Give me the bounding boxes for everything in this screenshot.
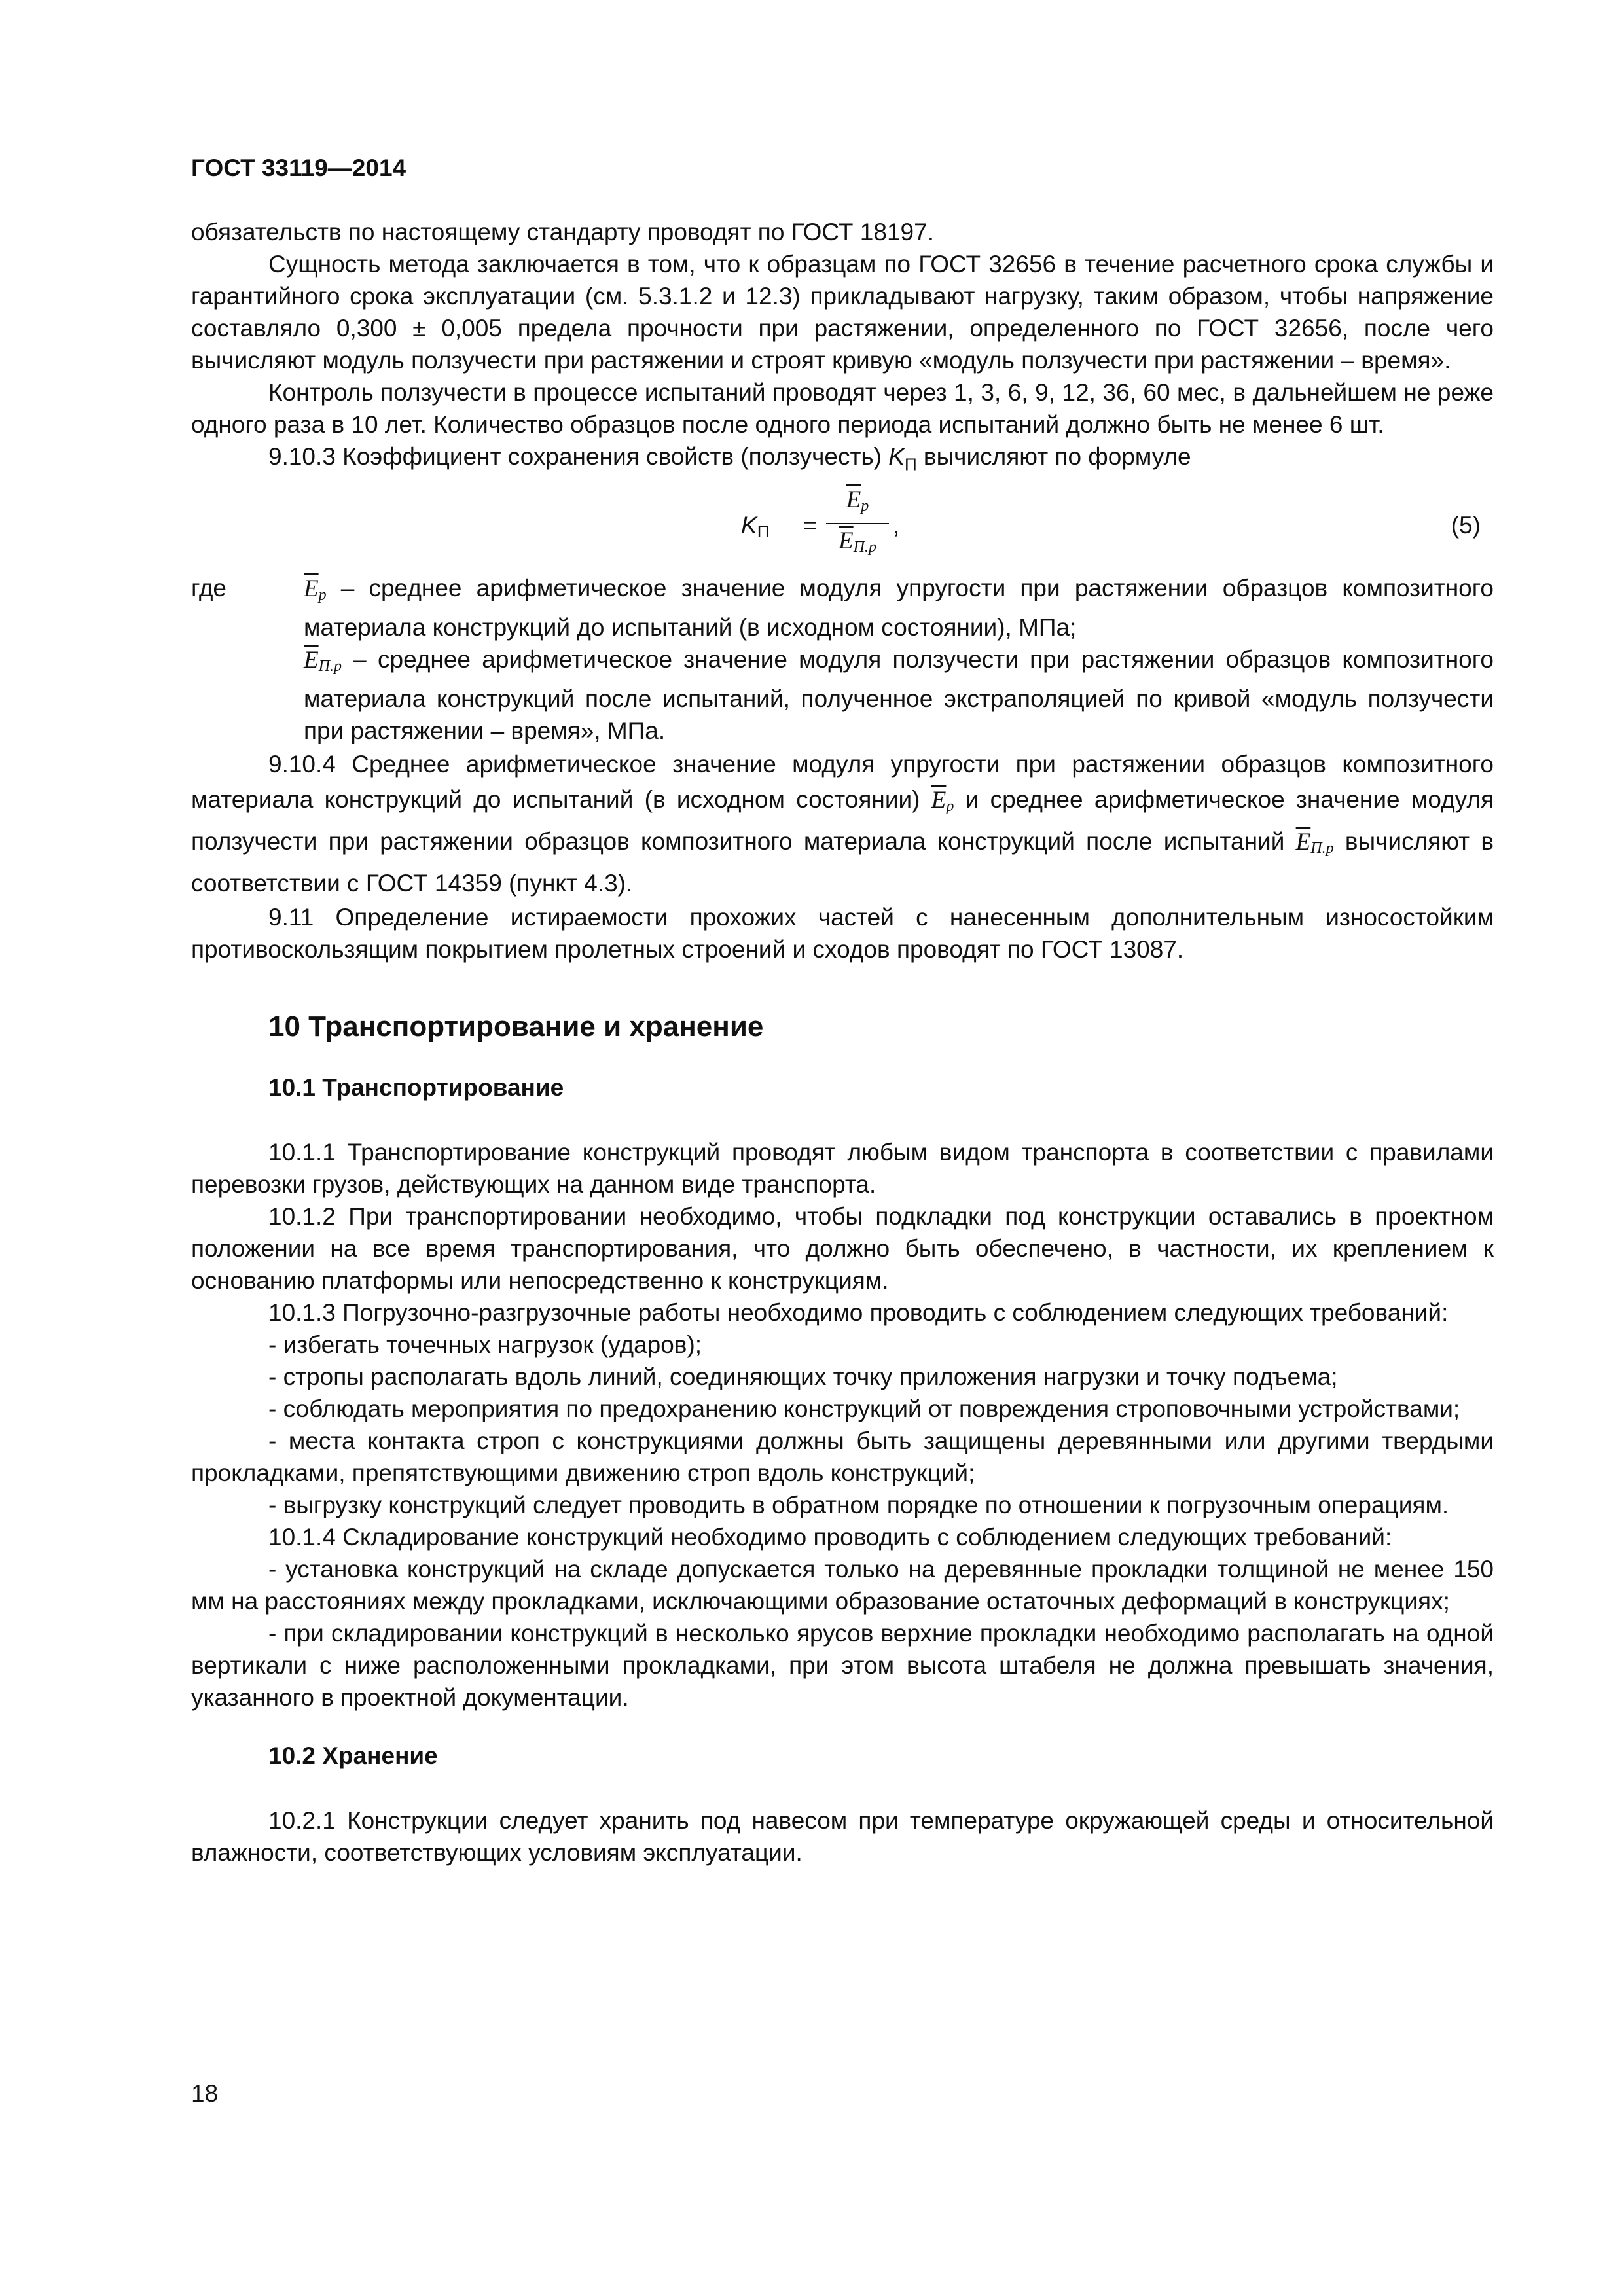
where-label: где (191, 575, 227, 602)
paragraph: 10.1.3 Погрузочно-разгрузочные работы необходимо проводить с соблюдением следующих требований: (268, 1299, 1449, 1327)
list-item: - места контакта строп с конструкциями должны быть защищены деревянными или другими твердыми прокладками, препятствующими движению строп вдоль конструкций; (191, 1427, 1494, 1487)
formula-equals: = (803, 512, 818, 539)
paragraph: 9.10.3 Коэффициент сохранения свойств (ползучесть) $K_П$ вычисляют по формуле (268, 443, 1191, 475)
paragraph: 10.2.1 Конструкции следует хранить под навесом при температуре окружающей среды и относительной влажности, соответствующих условиям эксплуатации. (191, 1807, 1494, 1867)
list-item: - при складировании конструкций в несколько ярусов верхние прокладки необходимо располагать на одной вертикали с ниже расположенными прокладками, при этом высота штабеля не должна превышать значения, указанного в проектной документации. (191, 1620, 1494, 1712)
section-heading: 10 Транспортирование и хранение (268, 1011, 764, 1043)
list-item: - избегать точечных нагрузок (ударов); (268, 1331, 702, 1359)
list-item: - стропы располагать вдоль линий, соединяющих точку приложения нагрузки и точку подъема; (268, 1363, 1338, 1391)
document-header: ГОСТ 33119—2014 (191, 154, 406, 181)
list-item: - установка конструкций на складе допускается только на деревянные прокладки толщиной не менее 150 мм на расстояниях между прокладками, исключающими образование остаточных деформаций в конструкциях; (191, 1556, 1494, 1615)
paragraph: Сущность метода заключается в том, что к образцам по ГОСТ 32656 в течение расчетного срока службы и гарантийного срока эксплуатации (см. 5.3.1.2 и 12.3) прикладывают нагрузку, таким образом, чтобы напряжение составляло 0,300 ± 0,005 предела прочности при растяжении, определенного по ГОСТ 32656, после чего вычисляют модуль ползучести при растяжении и строят кривую «модуль ползучести при растяжении – время». (191, 251, 1494, 374)
list-item: - выгрузку конструкций следует проводить в обратном порядке по отношении к погрузочным операциям. (268, 1492, 1449, 1519)
formula-number: (5) (1451, 512, 1481, 539)
where-block (191, 572, 1494, 747)
formula-numerator: $\overline{E}p$ (846, 486, 869, 515)
body-text (191, 216, 1494, 1869)
formula-5: $K_П$ = $\overline{E}p$ $\overline{E}П.р$ , (5) (191, 483, 1494, 568)
subsection-heading: 10.1 Транспортирование (268, 1074, 564, 1102)
formula-denominator: $\overline{E}П.р$ (839, 528, 876, 556)
paragraph: обязательств по настоящему стандарту проводят по ГОСТ 18197. (191, 219, 934, 245)
list-item: - соблюдать мероприятия по предохранению конструкций от повреждения строповочными устройствами; (268, 1395, 1460, 1423)
formula-fraction (826, 484, 889, 563)
where-item: $\overline{E}П.р$ – среднее арифметическое значение модуля ползучести при растяжении образцов композитного материала конструкций после испытаний, полученное экстраполяцией по кривой «модуль ползучести при растяжении – время», МПа. (304, 646, 1494, 745)
page-number: 18 (191, 2080, 219, 2107)
paragraph: 10.1.4 Складирование конструкций необходимо проводить с соблюдением следующих требований: (268, 1524, 1392, 1551)
formula-lhs: $K_П$ (741, 512, 770, 542)
paragraph: 10.1.1 Транспортирование конструкций проводят любым видом транспорта в соответствии с правилами перевозки грузов, действующих на данном виде транспорта. (191, 1139, 1494, 1198)
paragraph: Контроль ползучести в процессе испытаний проводят через 1, 3, 6, 9, 12, 36, 60 мес, в дальнейшем не реже одного раза в 10 лет. Количество образцов после одного периода испытаний должно быть не менее 6 шт. (191, 379, 1494, 438)
where-item: $\overline{E}p$ – среднее арифметическое значение модуля упругости при растяжении образцов композитного материала конструкций до испытаний (в исходном состоянии), МПа; (304, 575, 1494, 641)
paragraph: 10.1.2 При транспортировании необходимо, чтобы подкладки под конструкции оставались в проектном положении на все время транспортирования, что должно быть обеспечено, в частности, их креплением к основанию платформы или непосредственно к конструкциям. (191, 1203, 1494, 1295)
subsection-heading: 10.2 Хранение (268, 1742, 438, 1770)
fraction-bar (826, 523, 889, 524)
paragraph: 9.10.4 Среднее арифметическое значение модуля упругости при растяжении образцов композитного материала конструкций до испытаний (в исходном состоянии) $\overline{E}p$ и среднее арифметическое значение модуля ползучести при растяжении образцов композитного материала конструкций после испытаний $\overline{E}П.р$ вычисляют в соответствии с ГОСТ 14359 (пункт 4.3). (191, 751, 1494, 897)
coefficient-symbol: K (888, 443, 905, 470)
paragraph: 9.11 Определение истираемости прохожих частей с нанесенным дополнительным износостойким противоскользящим покрытием пролетных строений и сходов проводят по ГОСТ 13087. (191, 904, 1494, 963)
